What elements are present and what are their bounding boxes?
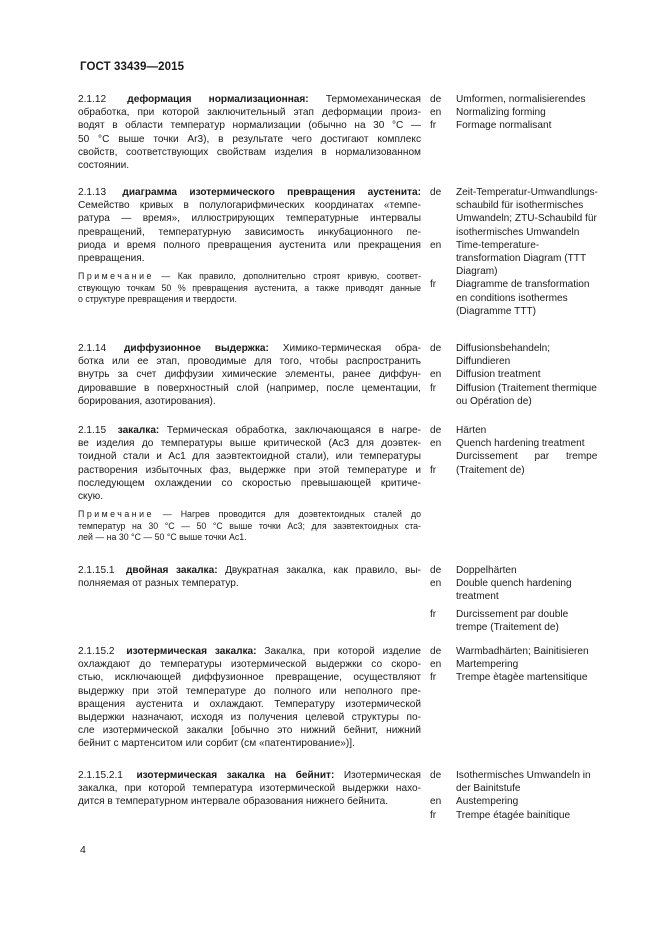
translation-fr: fr Durcissement par double trempe (Traitement de): [430, 608, 569, 633]
term-number: 2.1.12: [78, 94, 107, 105]
term-definition: 2.1.15.1 двойная закалка: Двукратная закалка, как правило, вы- полняемая от разных температур.: [78, 565, 422, 590]
term-name: изотермическая закалка на бейнит:: [136, 770, 335, 781]
term-number: 2.1.14: [78, 343, 107, 354]
translation-fr-line1: Durcissement par trempe: [456, 451, 598, 463]
translation-fr: fr Formage normalisant: [430, 120, 552, 132]
translation-en: en Normalizing forming: [430, 107, 546, 119]
translation-en: en Martempering: [430, 659, 519, 671]
translation-en: en Austempering: [430, 796, 519, 808]
translation-en: en Time-temperature- transformation Diagram (TTT Diagram): [430, 239, 587, 278]
page-number: 4: [80, 844, 86, 856]
term-name: диффузионное выдержка:: [123, 343, 269, 354]
translation-de: de Umformen, normalisierendes: [430, 94, 586, 105]
note-label: Примечание: [78, 271, 154, 282]
term-name: изотермическая закалка:: [126, 646, 257, 657]
term-definition: 2.1.15.2 изотермическая закалка: Закалка, при которой изделие охлаждают до температуры изотермической выдержки со скоро- стью, исключающей диффузионное превращение, осуществляют выдержку при этой температуре до полного или неполного пре- вращения аустенита и охлаждают. Температуру изотермической выдержки назначают, исходя из получения целевой структуры по- сле изотермической закалки [обычно это нижний бейнит, нижний бейнит с мартенситом или сорбит (см «патентирование»)].: [78, 646, 421, 750]
term-name: деформация нормализационная:: [127, 94, 309, 105]
term-number: 2.1.15.1: [78, 565, 115, 576]
translation-en: en Diffusion treatment: [430, 369, 541, 381]
note-label: Примечание: [78, 509, 154, 520]
term-translations: [430, 424, 654, 477]
term-note: Примечание — Как правило, дополнительно строят кривую, соответ- ствующую точкам 50 % превращения аустенита, а также приводят данные о структуре превращения и твердости.: [78, 271, 421, 304]
term-translations: [430, 93, 654, 133]
term-name: диаграмма изотермического превращения аустенита:: [122, 187, 421, 198]
translation-fr: fr Diagramme de transformation en conditions isothermes (Diagramme TTT): [430, 279, 590, 317]
term-definition: 2.1.13 диаграмма изотермического превращения аустенита: Семейство кривых в полулогарифмических координатах «темпе- ратура — время», иллюстрирующих температурные интервалы превращений, температурную зависимость инкубационного пе- риода и время полного превращения аустенита или прекращения превращения. Примечание — Как правило, дополнительно строят кривую, соответ- ствующую точкам 50 % превращения аустенита, а также приводят данные о структуре превращения и твердости.: [78, 187, 421, 304]
translation-de: de Warmbadhärten; Bainitisieren: [430, 646, 589, 657]
term-definition: 2.1.12 деформация нормализационная: Термомеханическая обработка, при которой заключительный этап деформации произ- водят в области температур нормализации (обычно на 30 °С — 50 °С выше точки Ar3), в результате чего достигают комплекс свойств, соответствующих свойствам изделия в нормализованном состоянии.: [78, 94, 421, 171]
term-definition: 2.1.14 диффузионное выдержка: Химико-термическая обра- ботка или ее этап, проводимые для того, чтобы распространить внутрь за счет диффузии химические элементы, ранее диффун- дировавшие в поверхностный слой (например, после цементации, борирования, азотирования).: [78, 343, 422, 407]
term-definition: 2.1.15 закалка: Термическая обработка, заключающаяся в нагре- ве изделия до температуры выше критической (Ac3 для доэвтек- тоидной стали и Ac1 для заэвтектоидной стали), или температуры растворения избыточных фаз, выдержке при этой температуре и последующем охлаждении со скоростью превышающей критиче- скую. Примечание — Нагрев проводится для доэвтектоидных сталей до температур на 30 °С — 50 °С выше точки Ac3; для заэвтектоидных ста- лей — на 30 °С — 50 °С выше точки Ac1.: [78, 425, 421, 542]
translation-de: de Isothermisches Umwandeln in der Bainitstufe: [430, 770, 591, 795]
term-number: 2.1.15.2.1: [78, 770, 123, 781]
translation-de: de Härten: [430, 425, 487, 436]
translation-en: en Double quench hardening treatment: [430, 578, 572, 603]
term-number: 2.1.13: [78, 187, 107, 198]
translation-de: de Doppelhärten: [430, 565, 517, 576]
translation-de: de Diffusionsbehandeln; Diffundieren: [430, 343, 551, 368]
term-number: 2.1.15: [78, 425, 107, 436]
term-translations: [430, 769, 654, 822]
term-definition: 2.1.15.2.1 изотермическая закалка на бейнит: Изотермическая закалка, при которой температура изотермической выдержки нахо- дится в температурном интервале образования нижнего бейнита.: [78, 770, 421, 808]
document-header: ГОСТ 33439—2015: [80, 61, 185, 73]
term-number: 2.1.15.2: [78, 646, 115, 657]
translation-fr: fr Trempe ètagèe martensitique: [430, 672, 588, 684]
term-translations: [430, 186, 654, 318]
term-translations: [430, 342, 654, 408]
translation-fr: fr Diffusion (Traitement thermique ou Opération de): [430, 382, 597, 407]
term-name: закалка:: [117, 425, 160, 436]
translation-en: en Quench hardening treatment: [430, 438, 585, 450]
translation-de: de Zeit-Temperatur-Umwandlungs- schaubild für isothermisches Umwandeln; ZTU-Schaubild für isothermisches Umwandeln: [430, 187, 598, 238]
translation-fr: fr Trempe étagée bainitique: [430, 809, 571, 821]
term-name: двойная закалка:: [126, 565, 218, 576]
translation-fr: fr (Traitement de): [430, 464, 525, 476]
term-note: Примечание — Нагрев проводится для доэвтектоидных сталей до температур на 30 °С — 50 °С выше точки Ac3; для заэвтектоидных ста- лей — на 30 °С — 50 °С выше точки Ac1.: [78, 509, 421, 542]
term-translations: [430, 564, 654, 634]
term-translations: [430, 645, 654, 685]
